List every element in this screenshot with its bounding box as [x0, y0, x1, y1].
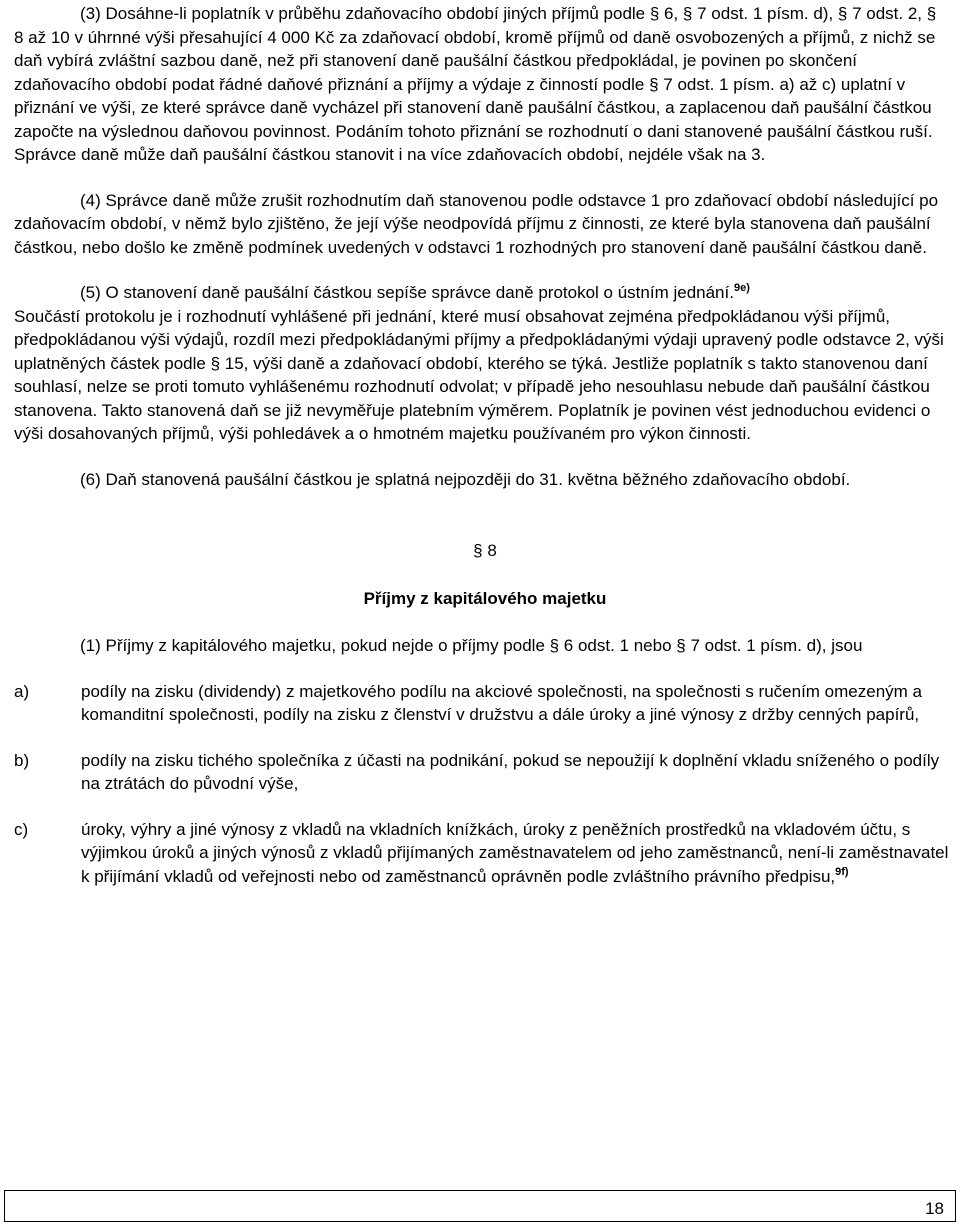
- list-item-text: úroky, výhry a jiné výnosy z vkladů na vkladních knížkách, úroky z peněžních prostředků na vkladovém účtu, s výjimkou úroků a jiných výnosů z vkladů přijímaných zaměstnavatelem od jeho zaměstnanců, není-li zaměstnavatel k přijímání vkladů od veřejnosti nebo od zaměstnanců oprávněn podle zvláštního právního předpisu,: [81, 819, 949, 886]
- list-letter: c): [14, 819, 29, 839]
- section-intro: (1) Příjmy z kapitálového majetku, pokud nejde o příjmy podle § 6 odst. 1 nebo § 7 odst. 1 písm. d), jsou: [80, 636, 863, 655]
- paragraph-5-rest: Součástí protokolu je i rozhodnutí vyhlášené při jednání, které musí obsahovat zejména předpokládanou výši příjmů, předpokládanou výši výdajů, rozdíl mezi předpokládanými příjmy a předpokládanými výdaji upravený podle odstavce 2, výši uplatněných částek podle § 15, výši daně a zdaňovací období, kterého se týká. Jestliže poplatník s takto stanovenou daní souhlasí, nelze se proti tomuto vyhlášenému rozhodnutí odvolat; v případě jeho nesouhlasu nebude daň paušální částkou stanovena. Takto stanovená daň se již nevyměřuje platebním výměrem. Poplatník je povinen vést jednoduchou evidenci o výši dosahovaných příjmů, výši pohledávek a o hmotném majetku používaném pro výkon činnosti.: [14, 306, 944, 443]
- list-letter: b): [14, 750, 30, 770]
- paragraph-6: (6) Daň stanovená paušální částkou je splatná nejpozději do 31. května běžného zdaňovacího období.: [80, 469, 851, 489]
- paragraph-4: (4) Správce daně může zrušit rozhodnutím daň stanovenou podle odstavce 1 pro zdaňovací období následující po zdaňovacím období, v němž bylo zjištěno, že její výše neodpovídá příjmu z činnosti, ze které byla stanovena daň paušální částkou, nebo došlo ke změně podmínek uvedených v odstavci 1 rozhodných pro stanovení daně paušální částkou daně.: [14, 190, 939, 257]
- list-item-text: podíly na zisku tichého společníka z účasti na podnikání, pokud se nepoužijí k doplnění vkladu sníženého o podíly na ztrátách do původní výše,: [81, 750, 940, 793]
- list-item-c: [14, 818, 950, 889]
- footer-box: [4, 1190, 956, 1222]
- paragraph-5-first-sentence: (5) O stanovení daně paušální částkou sepíše správce daně protokol o ústním jednání.: [80, 283, 734, 302]
- section-number: § 8: [473, 541, 497, 560]
- list-letter: a): [14, 681, 30, 701]
- document-page: [14, 0, 950, 888]
- list-item-b: [14, 749, 950, 796]
- paragraph-5: [14, 281, 950, 446]
- section-title: Příjmy z kapitálového majetku: [363, 588, 607, 608]
- list-item-a: [14, 680, 950, 727]
- footnote-ref-9e[interactable]: 9e): [733, 282, 750, 294]
- list-item-text: podíly na zisku (dividendy) z majetkového podílu na akciové společnosti, na společnosti s ručením omezeným a komanditní společnosti, podíly na zisku z členství v družstvu a dále úroky a jiné výnosy z držby cenných papírů,: [81, 681, 922, 724]
- page-number: 18: [925, 1199, 944, 1218]
- paragraph-3: (3) Dosáhne-li poplatník v průběhu zdaňovacího období jiných příjmů podle § 6, § 7 odst. 1 písm. d), § 7 odst. 2, § 8 až 10 v úhrnné výši přesahující 4 000 Kč za zdaňovací období, kromě příjmů od daně osvobozených a příjmů, z nichž se daň vybírá zvláštní sazbou daně, než při stanovení daně paušální částkou předpokládal, je povinen po skončení zdaňovacího období podat řádné daňové přiznání a příjmy a výdaje z činností podle § 7 odst. 1 písm. a) až c) uplatní v přiznání ve výši, ze které správce daně vycházel při stanovení daně paušální částkou, a zaplacenou daň paušální částkou započte na výslednou daňovou povinnost. Podáním tohoto přiznání se rozhodnutí o dani stanovené paušální částkou ruší. Správce daně může daň paušální částkou stanovit i na více zdaňovacích období, nejdéle však na 3.: [14, 4, 937, 164]
- footnote-ref-9f[interactable]: 9f): [835, 865, 849, 878]
